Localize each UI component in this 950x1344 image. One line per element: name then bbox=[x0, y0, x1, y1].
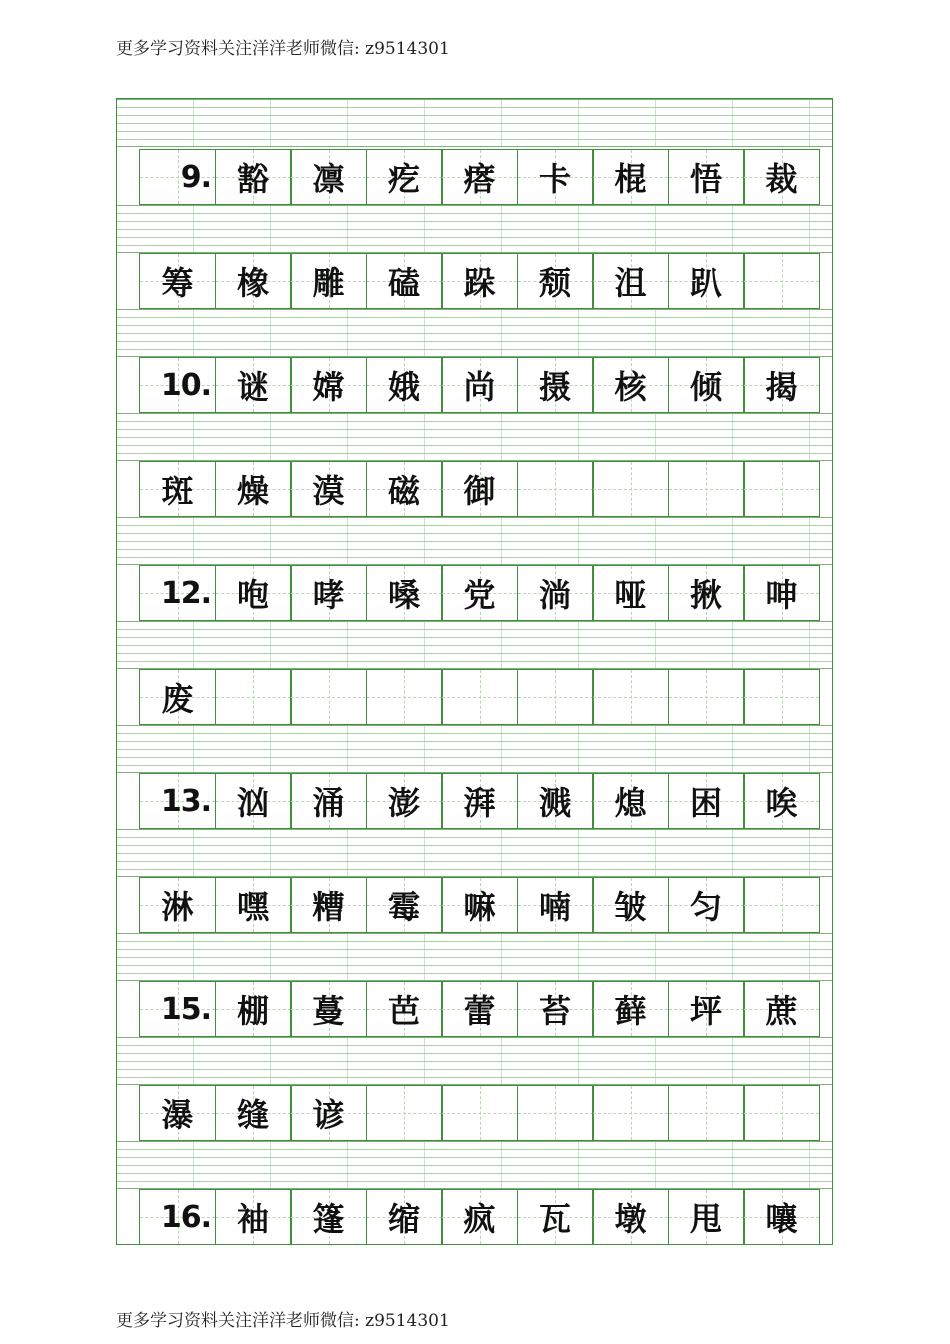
lined-band bbox=[117, 99, 832, 147]
grid-char: 糟 bbox=[312, 888, 345, 926]
grid-cell bbox=[517, 1189, 594, 1245]
grid-cell bbox=[592, 1189, 669, 1245]
char-row-3 bbox=[139, 357, 819, 413]
grid-char: 趴 bbox=[689, 264, 722, 302]
grid-cell bbox=[668, 1085, 745, 1141]
header-note: 更多学习资料关注洋洋老师微信: z9514301 bbox=[116, 39, 450, 59]
grid-char: 嘛 bbox=[463, 888, 496, 926]
grid-cell bbox=[592, 981, 669, 1037]
grid-cell bbox=[441, 565, 518, 621]
grid-char: 蔓 bbox=[312, 992, 345, 1030]
grid-char: 嫦 bbox=[312, 368, 345, 406]
grid-char: 墩 bbox=[614, 1200, 647, 1238]
grid-cell bbox=[215, 1189, 292, 1245]
grid-cell bbox=[668, 357, 745, 413]
lined-band bbox=[117, 933, 832, 981]
grid-cell bbox=[743, 357, 820, 413]
grid-cell bbox=[592, 357, 669, 413]
item-number-cell bbox=[139, 773, 216, 829]
grid-cell bbox=[290, 1189, 367, 1245]
grid-cell bbox=[215, 357, 292, 413]
lined-band bbox=[117, 309, 832, 357]
grid-cell bbox=[668, 253, 745, 309]
char-row-9 bbox=[139, 981, 819, 1037]
grid-cell bbox=[215, 1085, 292, 1141]
grid-cell bbox=[743, 669, 820, 725]
grid-char: 斑 bbox=[161, 472, 194, 510]
grid-cell bbox=[517, 1085, 594, 1141]
grid-char: 御 bbox=[463, 472, 496, 510]
item-number-cell bbox=[139, 981, 216, 1037]
grid-cell bbox=[592, 773, 669, 829]
grid-char: 核 bbox=[614, 368, 647, 406]
grid-char: 瀑 bbox=[161, 1096, 194, 1134]
grid-cell bbox=[366, 149, 443, 205]
grid-cell bbox=[441, 1189, 518, 1245]
grid-char: 咆 bbox=[236, 576, 269, 614]
grid-cell bbox=[290, 565, 367, 621]
grid-cell bbox=[517, 149, 594, 205]
char-row-7 bbox=[139, 773, 819, 829]
grid-cell bbox=[517, 773, 594, 829]
grid-cell bbox=[441, 773, 518, 829]
grid-char: 藓 bbox=[614, 992, 647, 1030]
grid-char: 淌 bbox=[538, 576, 571, 614]
grid-cell bbox=[441, 149, 518, 205]
grid-char: 缩 bbox=[387, 1200, 420, 1238]
writing-grid-sheet bbox=[116, 98, 833, 1245]
grid-char: 漠 bbox=[312, 472, 345, 510]
grid-cell bbox=[441, 877, 518, 933]
grid-cell bbox=[215, 981, 292, 1037]
grid-cell bbox=[366, 773, 443, 829]
grid-char: 谜 bbox=[236, 368, 269, 406]
grid-cell bbox=[592, 565, 669, 621]
grid-cell bbox=[592, 253, 669, 309]
lined-band bbox=[117, 1037, 832, 1085]
grid-cell bbox=[139, 1085, 216, 1141]
grid-cell bbox=[290, 1085, 367, 1141]
footer-note: 更多学习资料关注洋洋老师微信: z9514301 bbox=[116, 1311, 450, 1331]
grid-char: 倾 bbox=[689, 368, 722, 406]
grid-cell bbox=[743, 1085, 820, 1141]
grid-cell bbox=[139, 669, 216, 725]
grid-cell bbox=[290, 669, 367, 725]
grid-cell bbox=[592, 461, 669, 517]
grid-cell bbox=[215, 461, 292, 517]
grid-char: 皱 bbox=[614, 888, 647, 926]
grid-char: 霉 bbox=[387, 888, 420, 926]
grid-char: 雕 bbox=[312, 264, 345, 302]
grid-cell bbox=[215, 253, 292, 309]
grid-cell bbox=[592, 1085, 669, 1141]
grid-char: 澎 bbox=[387, 784, 420, 822]
grid-char: 袖 bbox=[236, 1200, 269, 1238]
grid-char: 溅 bbox=[538, 784, 571, 822]
grid-cell bbox=[290, 253, 367, 309]
grid-cell bbox=[592, 877, 669, 933]
grid-char: 凛 bbox=[312, 160, 345, 198]
grid-char: 蕾 bbox=[463, 992, 496, 1030]
item-number-cell bbox=[139, 357, 216, 413]
grid-cell bbox=[290, 461, 367, 517]
grid-cell bbox=[290, 357, 367, 413]
grid-cell bbox=[668, 877, 745, 933]
grid-char: 淋 bbox=[161, 888, 194, 926]
grid-char: 党 bbox=[463, 576, 496, 614]
grid-char: 跺 bbox=[463, 264, 496, 302]
grid-char: 蔗 bbox=[765, 992, 798, 1030]
grid-cell bbox=[517, 565, 594, 621]
char-row-11 bbox=[139, 1189, 819, 1245]
grid-cell bbox=[441, 461, 518, 517]
grid-char: 沮 bbox=[614, 264, 647, 302]
grid-cell bbox=[743, 565, 820, 621]
lined-band bbox=[117, 413, 832, 461]
grid-cell bbox=[366, 669, 443, 725]
grid-char: 10. bbox=[160, 367, 211, 403]
grid-cell bbox=[215, 773, 292, 829]
grid-char: 娥 bbox=[387, 368, 420, 406]
grid-char: 苔 bbox=[538, 992, 571, 1030]
grid-cell bbox=[517, 877, 594, 933]
grid-char: 尚 bbox=[463, 368, 496, 406]
grid-cell bbox=[441, 981, 518, 1037]
grid-cell bbox=[366, 981, 443, 1037]
grid-char: 筹 bbox=[161, 264, 194, 302]
grid-cell bbox=[517, 357, 594, 413]
grid-cell bbox=[215, 877, 292, 933]
grid-char: 9. bbox=[180, 159, 211, 195]
grid-cell bbox=[215, 565, 292, 621]
grid-cell bbox=[290, 877, 367, 933]
grid-char: 悟 bbox=[689, 160, 722, 198]
grid-char: 疯 bbox=[463, 1200, 496, 1238]
grid-char: 摄 bbox=[538, 368, 571, 406]
grid-cell bbox=[366, 461, 443, 517]
grid-cell bbox=[592, 669, 669, 725]
char-row-4 bbox=[139, 461, 819, 517]
grid-char: 燥 bbox=[236, 472, 269, 510]
grid-cell bbox=[215, 669, 292, 725]
lined-band bbox=[117, 517, 832, 565]
grid-char: 哑 bbox=[614, 576, 647, 614]
grid-cell bbox=[743, 773, 820, 829]
grid-cell bbox=[517, 669, 594, 725]
grid-cell bbox=[366, 357, 443, 413]
grid-char: 瘩 bbox=[463, 160, 496, 198]
grid-cell bbox=[668, 565, 745, 621]
char-row-6 bbox=[139, 669, 819, 725]
grid-cell bbox=[139, 253, 216, 309]
grid-char: 坪 bbox=[689, 992, 722, 1030]
lined-band bbox=[117, 829, 832, 877]
char-row-2 bbox=[139, 253, 819, 309]
grid-char: 橡 bbox=[236, 264, 269, 302]
grid-cell bbox=[441, 669, 518, 725]
grid-cell bbox=[668, 981, 745, 1037]
lined-band bbox=[117, 205, 832, 253]
char-row-8 bbox=[139, 877, 819, 933]
grid-cell bbox=[366, 565, 443, 621]
lined-band bbox=[117, 1141, 832, 1189]
grid-char: 哮 bbox=[312, 576, 345, 614]
item-number-cell bbox=[139, 1189, 216, 1245]
grid-char: 疙 bbox=[387, 160, 420, 198]
grid-char: 磕 bbox=[387, 264, 420, 302]
lined-band bbox=[117, 621, 832, 669]
grid-cell bbox=[290, 773, 367, 829]
grid-cell bbox=[668, 461, 745, 517]
grid-char: 棚 bbox=[236, 992, 269, 1030]
item-number-cell bbox=[139, 565, 216, 621]
grid-cell bbox=[441, 1085, 518, 1141]
grid-char: 废 bbox=[161, 680, 194, 718]
grid-cell bbox=[366, 877, 443, 933]
grid-char: 匀 bbox=[689, 888, 722, 926]
grid-cell bbox=[441, 253, 518, 309]
grid-char: 缝 bbox=[236, 1096, 269, 1134]
char-row-1 bbox=[139, 149, 819, 205]
grid-char: 13. bbox=[160, 783, 211, 819]
grid-cell bbox=[366, 1189, 443, 1245]
grid-cell bbox=[366, 1085, 443, 1141]
grid-char: 谚 bbox=[312, 1096, 345, 1134]
grid-char: 豁 bbox=[236, 160, 269, 198]
grid-cell bbox=[743, 149, 820, 205]
grid-char: 嘿 bbox=[236, 888, 269, 926]
grid-cell bbox=[743, 877, 820, 933]
grid-char: 棍 bbox=[614, 160, 647, 198]
grid-char: 16. bbox=[160, 1199, 211, 1235]
char-row-5 bbox=[139, 565, 819, 621]
grid-cell bbox=[139, 877, 216, 933]
grid-char: 15. bbox=[160, 991, 211, 1027]
grid-char: 呻 bbox=[765, 576, 798, 614]
grid-cell bbox=[517, 461, 594, 517]
grid-cell bbox=[668, 773, 745, 829]
grid-char: 揭 bbox=[765, 368, 798, 406]
grid-char: 揪 bbox=[689, 576, 722, 614]
grid-char: 困 bbox=[689, 784, 722, 822]
grid-cell bbox=[668, 669, 745, 725]
grid-char: 甩 bbox=[689, 1200, 722, 1238]
grid-char: 嗓 bbox=[387, 576, 420, 614]
grid-char: 唉 bbox=[765, 784, 798, 822]
grid-cell bbox=[215, 149, 292, 205]
grid-char: 瓦 bbox=[538, 1200, 571, 1238]
grid-cell bbox=[668, 149, 745, 205]
grid-cell bbox=[290, 149, 367, 205]
grid-cell bbox=[517, 253, 594, 309]
grid-char: 卡 bbox=[538, 160, 571, 198]
grid-cell bbox=[290, 981, 367, 1037]
grid-cell bbox=[668, 1189, 745, 1245]
grid-cell bbox=[743, 461, 820, 517]
grid-char: 熄 bbox=[614, 784, 647, 822]
grid-cell bbox=[517, 981, 594, 1037]
grid-char: 芭 bbox=[387, 992, 420, 1030]
item-number-cell bbox=[139, 149, 216, 205]
grid-char: 裁 bbox=[765, 160, 798, 198]
grid-cell bbox=[441, 357, 518, 413]
grid-char: 喃 bbox=[538, 888, 571, 926]
grid-cell bbox=[743, 981, 820, 1037]
lined-band bbox=[117, 725, 832, 773]
grid-char: 汹 bbox=[236, 784, 269, 822]
grid-char: 篷 bbox=[312, 1200, 345, 1238]
grid-cell bbox=[366, 253, 443, 309]
grid-cell bbox=[139, 461, 216, 517]
char-row-10 bbox=[139, 1085, 819, 1141]
grid-char: 磁 bbox=[387, 472, 420, 510]
grid-char: 湃 bbox=[463, 784, 496, 822]
grid-char: 12. bbox=[160, 575, 211, 611]
grid-char: 涌 bbox=[312, 784, 345, 822]
grid-cell bbox=[743, 1189, 820, 1245]
grid-cell bbox=[592, 149, 669, 205]
grid-char: 嚷 bbox=[765, 1200, 798, 1238]
grid-cell bbox=[743, 253, 820, 309]
grid-char: 颓 bbox=[538, 264, 571, 302]
